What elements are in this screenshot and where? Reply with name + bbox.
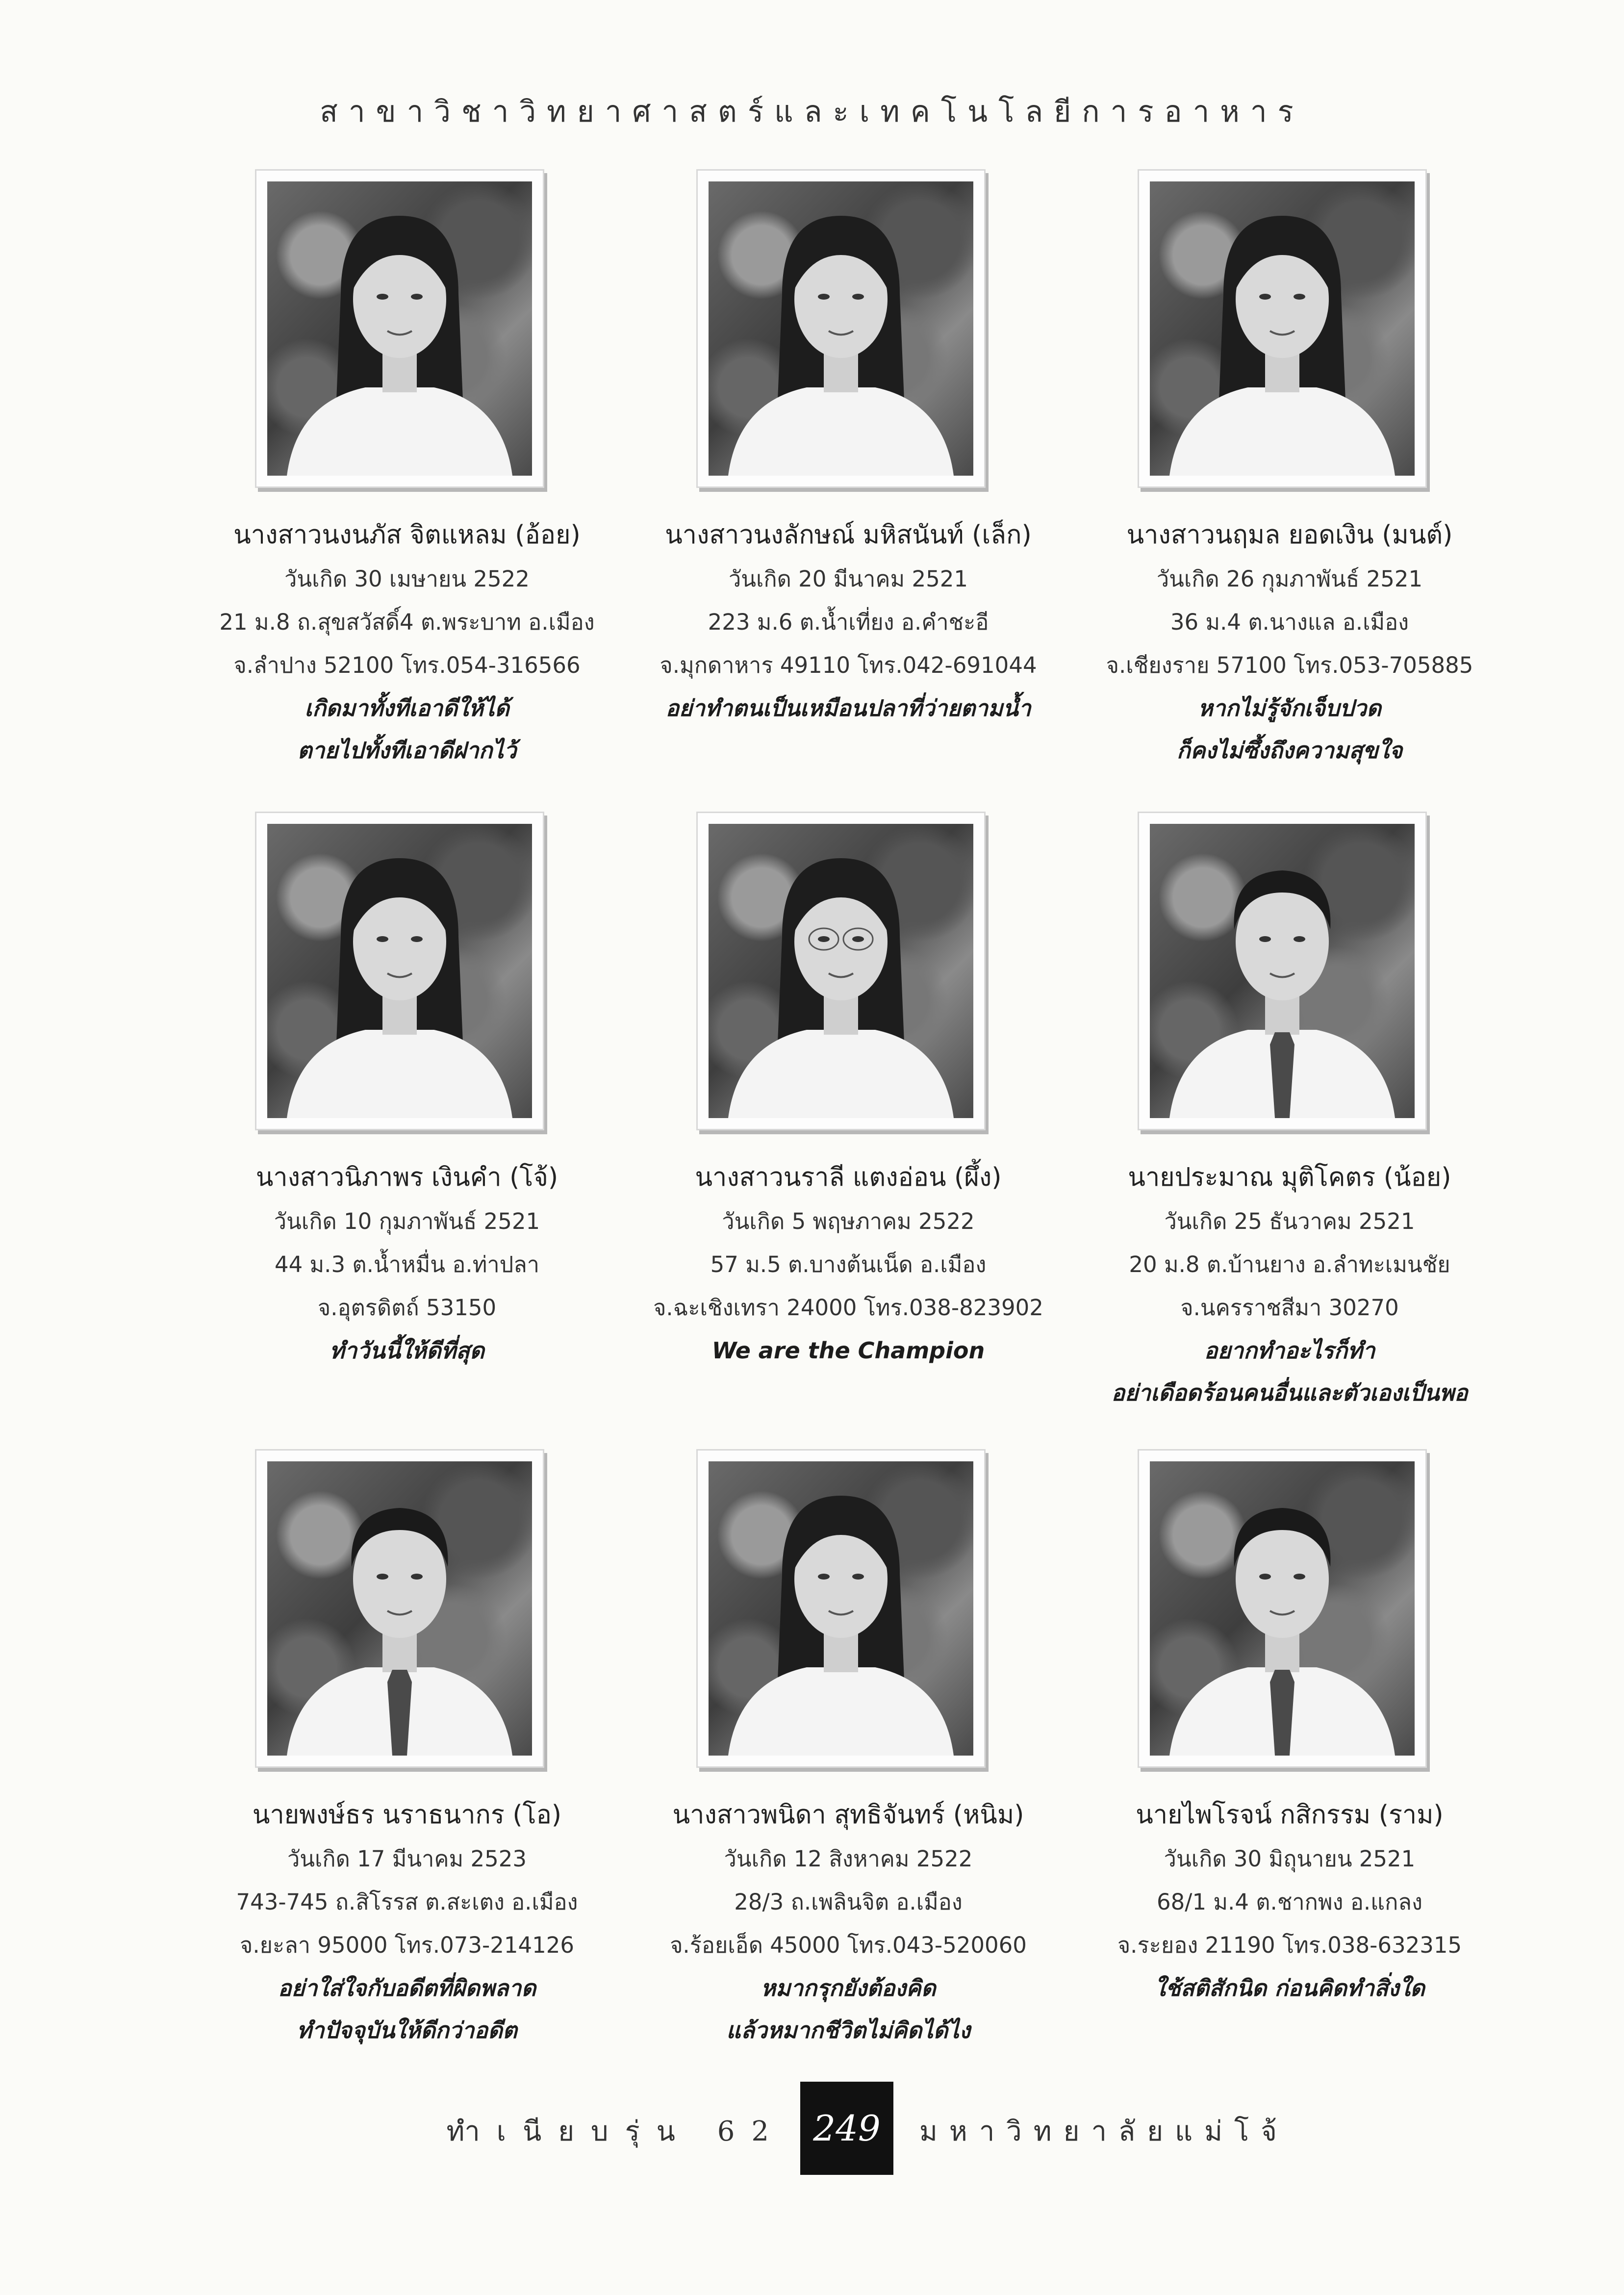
page-title: สาขาวิชาวิทยาศาสตร์และเทคโนโลยีการอาหาร — [320, 95, 1304, 129]
student-address: 20 ม.8 ต.บ้านยาง อ.ลำทะเมนชัย — [1129, 1251, 1450, 1277]
student-motto: อย่าทำตนเป็นเหมือนปลาที่ว่ายตามน้ำ — [665, 695, 1031, 721]
page-footer — [0, 2082, 1624, 2175]
student-photo — [709, 824, 973, 1118]
student-motto: อยากทำอะไรก็ทำ — [1204, 1337, 1375, 1364]
student-motto: อย่าใส่ใจกับอดีตที่ผิดพลาด — [278, 1975, 536, 2001]
portrait-silhouette — [1150, 824, 1415, 1118]
student-address: 28/3 ถ.เพลินจิต อ.เมือง — [734, 1889, 963, 1915]
student-motto: เกิดมาทั้งทีเอาดีให้ได้ — [304, 695, 509, 721]
student-motto: ทำวันนี้ให้ดีที่สุด — [330, 1337, 484, 1364]
student-entry — [1069, 169, 1510, 812]
portrait-silhouette — [1150, 1461, 1415, 1756]
student-address: 44 ม.3 ต.น้ำหมื่น อ.ท่าปลา — [274, 1251, 540, 1277]
student-address-phone: จ.ร้อยเอ็ด 45000 โทร.043-520060 — [670, 1932, 1027, 1958]
student-photo — [709, 181, 973, 476]
student-address: 743-745 ถ.สิโรรส ต.สะเตง อ.เมือง — [236, 1889, 578, 1915]
portrait-silhouette — [709, 824, 973, 1118]
student-address-phone: จ.เชียงราย 57100 โทร.053-705885 — [1106, 652, 1473, 678]
student-birthdate: วันเกิด 26 กุมภาพันธ์ 2521 — [1156, 566, 1423, 592]
student-photo — [1150, 824, 1415, 1118]
student-photo-frame — [696, 169, 986, 488]
student-birthdate: วันเกิด 25 ธันวาคม 2521 — [1164, 1208, 1415, 1234]
student-birthdate: วันเกิด 30 มิถุนายน 2521 — [1164, 1846, 1416, 1872]
student-address: 68/1 ม.4 ต.ชากพง อ.แกลง — [1157, 1889, 1422, 1915]
student-photo-frame — [1138, 1449, 1427, 1768]
student-address: 223 ม.6 ต.น้ำเที่ยง อ.คำชะอี — [708, 609, 989, 635]
student-photo — [267, 824, 532, 1118]
student-name: นางสาวพนิดา สุทธิจันทร์ (หนิม) — [672, 1800, 1024, 1830]
student-motto: We are the Champion — [711, 1337, 985, 1364]
student-photo-frame — [696, 812, 986, 1130]
student-photo — [1150, 181, 1415, 476]
student-motto-line2: ก็คงไม่ซึ้งถึงความสุขใจ — [1176, 737, 1403, 764]
student-name: นายประมาณ มุติโคตร (น้อย) — [1128, 1163, 1451, 1192]
student-entry — [186, 1449, 628, 2087]
student-address-phone: จ.ลำปาง 52100 โทร.054-316566 — [233, 652, 581, 678]
student-motto-line2: ตายไปทั้งทีเอาดีฝากไว้ — [297, 737, 517, 764]
student-entry — [186, 169, 628, 812]
portrait-silhouette — [709, 1461, 973, 1756]
student-address-phone: จ.ระยอง 21190 โทร.038-632315 — [1117, 1932, 1462, 1958]
student-address-phone: จ.อุตรดิตถ์ 53150 — [317, 1295, 497, 1321]
student-birthdate: วันเกิด 30 เมษายน 2522 — [284, 566, 530, 592]
student-birthdate: วันเกิด 20 มีนาคม 2521 — [728, 566, 968, 592]
student-name: นางสาวนราลี แตงอ่อน (ผึ้ง) — [695, 1163, 1002, 1192]
footer-yearbook-label: ทำเนียบรุ่น 62 — [446, 2116, 786, 2147]
student-name: นางสาวนงลักษณ์ มหิสนันท์ (เล็ก) — [665, 520, 1032, 550]
student-entry — [1069, 812, 1510, 1449]
footer-university-label: มหาวิทยาลัยแม่โจ้ — [919, 2116, 1289, 2147]
student-entry — [186, 812, 628, 1449]
student-address: 21 ม.8 ถ.สุขสวัสดิ์4 ต.พระบาท อ.เมือง — [219, 609, 595, 635]
student-motto-line2: ทำปัจจุบันให้ดีกว่าอดีต — [297, 2017, 517, 2043]
student-name: นางสาวนฤมล ยอดเงิน (มนต์) — [1126, 520, 1453, 550]
student-motto-line2: อย่าเดือดร้อนคนอื่นและตัวเองเป็นพอ — [1111, 1379, 1468, 1406]
student-address-phone: จ.ยะลา 95000 โทร.073-214126 — [239, 1932, 575, 1958]
student-motto: ใช้สติสักนิด ก่อนคิดทำสิ่งใด — [1154, 1975, 1425, 2001]
portrait-silhouette — [267, 181, 532, 476]
student-entry — [628, 1449, 1069, 2087]
student-photo-frame — [1138, 169, 1427, 488]
student-name: นางสาวนงนภัส จิตแหลม (อ้อย) — [233, 520, 581, 550]
student-photo-frame — [255, 812, 544, 1130]
student-photo-frame — [1138, 812, 1427, 1130]
student-motto: หมากรุกยังต้องคิด — [761, 1975, 936, 2001]
portrait-silhouette — [1150, 181, 1415, 476]
student-address-phone: จ.นครราชสีมา 30270 — [1180, 1295, 1399, 1321]
student-address-phone: จ.มุกดาหาร 49110 โทร.042-691044 — [660, 652, 1037, 678]
student-entry — [628, 812, 1069, 1449]
student-photo — [267, 1461, 532, 1756]
student-photo — [1150, 1461, 1415, 1756]
page-number: 249 — [800, 2082, 893, 2175]
student-photo-frame — [255, 169, 544, 488]
student-address: 57 ม.5 ต.บางต้นเน็ด อ.เมือง — [710, 1251, 987, 1277]
student-address-phone: จ.ฉะเชิงเทรา 24000 โทร.038-823902 — [653, 1295, 1043, 1321]
student-photo — [709, 1461, 973, 1756]
portrait-silhouette — [267, 1461, 532, 1756]
student-birthdate: วันเกิด 12 สิงหาคม 2522 — [724, 1846, 973, 1872]
student-birthdate: วันเกิด 10 กุมภาพันธ์ 2521 — [274, 1208, 540, 1234]
student-photo — [267, 181, 532, 476]
student-name: นายพงษ์ธร นราธนากร (โอ) — [252, 1800, 562, 1830]
student-motto: หากไม่รู้จักเจ็บปวด — [1198, 695, 1381, 721]
student-birthdate: วันเกิด 17 มีนาคม 2523 — [287, 1846, 527, 1872]
student-grid — [186, 169, 1510, 2087]
student-photo-frame — [696, 1449, 986, 1768]
student-motto-line2: แล้วหมากชีวิตไม่คิดได้ไง — [726, 2017, 970, 2043]
student-photo-frame — [255, 1449, 544, 1768]
student-birthdate: วันเกิด 5 พฤษภาคม 2522 — [722, 1208, 975, 1234]
student-entry — [628, 169, 1069, 812]
student-name: นายไพโรจน์ กสิกรรม (ราม) — [1136, 1800, 1444, 1830]
student-entry — [1069, 1449, 1510, 2087]
student-address: 36 ม.4 ต.นางแล อ.เมือง — [1170, 609, 1409, 635]
student-name: นางสาวนิภาพร เงินคำ (โจ้) — [255, 1163, 558, 1192]
portrait-silhouette — [267, 824, 532, 1118]
portrait-silhouette — [709, 181, 973, 476]
